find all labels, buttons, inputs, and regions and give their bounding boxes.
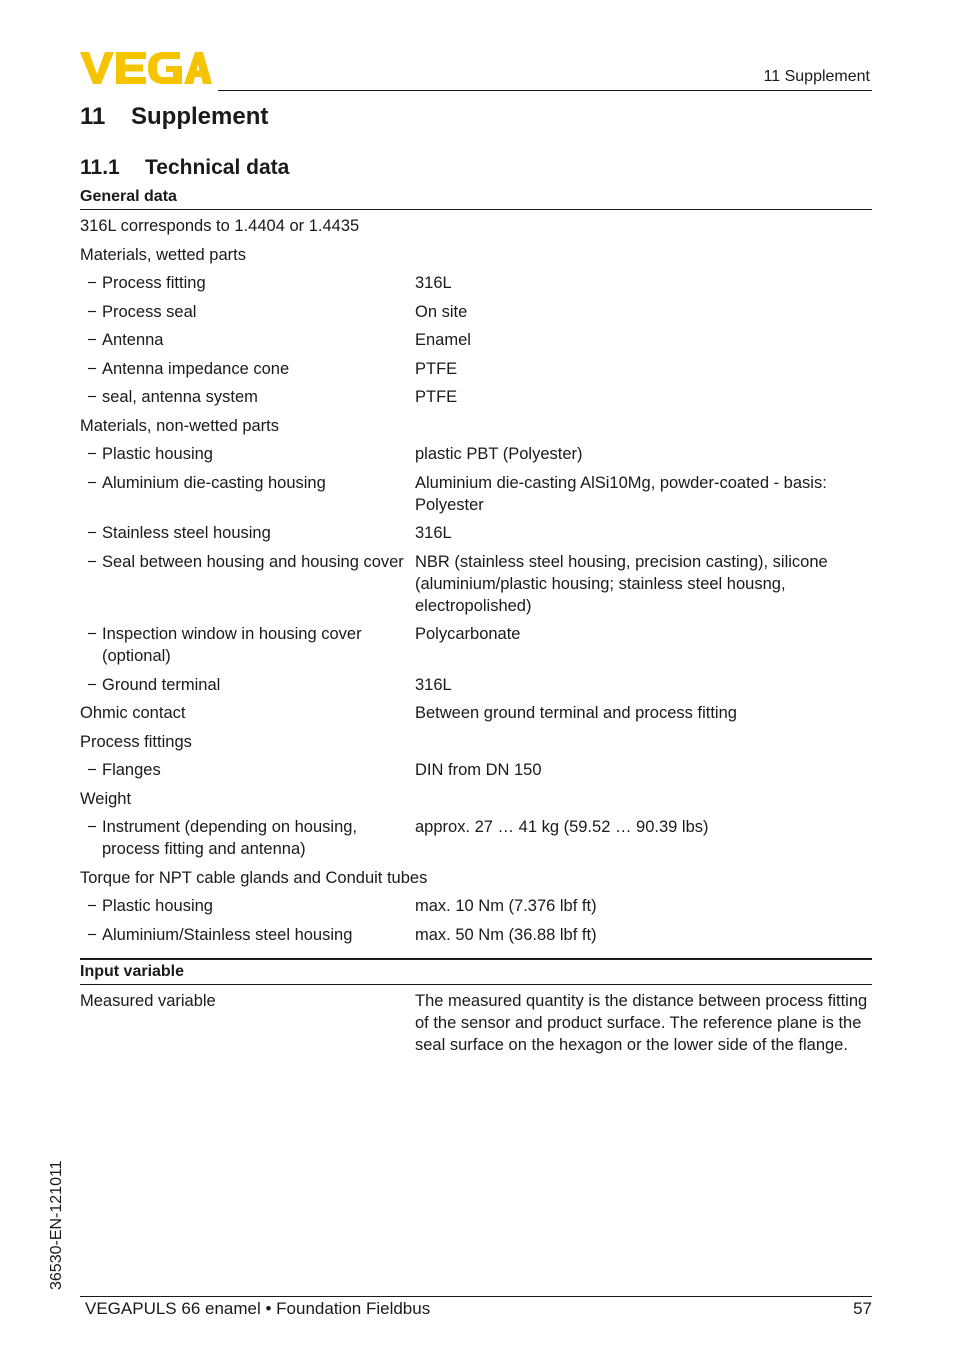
row-label — [80, 759, 415, 781]
table-row — [80, 924, 872, 946]
footer-rule — [80, 1296, 872, 1297]
row-value: On site — [415, 302, 468, 321]
list-dash: − — [87, 925, 97, 944]
row-label — [80, 895, 415, 917]
list-dash: − — [87, 818, 97, 836]
table-row — [80, 443, 872, 465]
row-label-text: Antenna — [102, 331, 164, 349]
list-dash: − — [87, 552, 97, 571]
section-number: 11.1 — [80, 156, 120, 179]
row-label: Weight — [80, 789, 132, 808]
row-label — [80, 674, 415, 696]
row-label-text: Stainless steel housing — [102, 524, 271, 542]
row-label: Torque for NPT cable glands and Conduit tubes — [80, 868, 428, 887]
row-value: plastic PBT (Polyester) — [415, 445, 583, 463]
row-label-text: Inspection window in housing cover (optional) — [102, 625, 362, 665]
row-label — [80, 924, 415, 946]
list-dash: − — [87, 675, 97, 694]
table-row — [80, 990, 872, 1056]
row-label-text: Instrument (depending on housing, process fitting and antenna) — [102, 818, 358, 858]
row-label — [80, 522, 415, 544]
row-label — [80, 623, 415, 667]
row-label: Materials, non-wetted parts — [80, 416, 280, 435]
row-label-text: Process seal — [102, 302, 197, 321]
list-dash: − — [87, 761, 97, 779]
row-label — [80, 386, 415, 408]
table-row — [80, 244, 872, 266]
table-row — [80, 358, 872, 380]
row-value: NBR (stainless steel housing, precision casting), silicone (aluminium/plastic housing; stainless steel housng, electropolished) — [415, 552, 828, 615]
list-dash: − — [87, 274, 97, 292]
table-row — [80, 731, 872, 753]
row-value: max. 10 Nm (7.376 lbf ft) — [415, 897, 597, 915]
row-value: 316L — [415, 274, 452, 292]
input-variable-heading: Input variable — [80, 963, 872, 985]
row-value: Aluminium die-casting AlSi10Mg, powder-coated - basis: Polyester — [415, 473, 827, 514]
list-dash: − — [87, 897, 97, 915]
row-value — [415, 244, 872, 266]
row-label — [80, 329, 415, 351]
row-label: Measured variable — [80, 992, 216, 1010]
row-value: 316L — [415, 524, 452, 542]
row-value: approx. 27 … 41 kg (59.52 … 90.39 lbs) — [415, 818, 709, 836]
list-dash: − — [87, 524, 97, 542]
row-label — [80, 358, 415, 380]
vega-logo — [80, 52, 212, 84]
row-value: Between ground terminal and process fitting — [415, 704, 737, 722]
table-row — [80, 867, 872, 889]
table-row — [80, 702, 872, 724]
table-row — [80, 788, 872, 810]
list-dash: − — [87, 473, 97, 492]
row-value — [415, 731, 872, 753]
row-label-text: seal, antenna system — [102, 388, 258, 406]
document-code: 36530-EN-121011 — [48, 1160, 65, 1290]
row-value: Polycarbonate — [415, 625, 521, 643]
row-label — [80, 816, 415, 860]
row-value: PTFE — [415, 388, 458, 406]
running-head: 11 Supplement — [763, 68, 870, 85]
row-value: Enamel — [415, 331, 471, 349]
table-row — [80, 623, 872, 667]
row-label: 316L corresponds to 1.4404 or 1.4435 — [80, 217, 360, 235]
row-value — [415, 215, 872, 237]
section-divider — [80, 958, 872, 960]
table-row — [80, 472, 872, 516]
row-label — [80, 301, 415, 323]
row-label-text: Seal between housing and housing cover — [102, 552, 404, 571]
list-dash: − — [87, 331, 97, 349]
list-dash: − — [87, 302, 97, 321]
row-label-text: Aluminium/Stainless steel housing — [102, 925, 353, 944]
table-row — [80, 415, 872, 437]
table-row — [80, 301, 872, 323]
table-row — [80, 272, 872, 294]
row-label-text: Plastic housing — [102, 445, 213, 463]
table-row — [80, 522, 872, 544]
general-data-table — [80, 215, 872, 952]
list-dash: − — [87, 445, 97, 463]
page-number: 57 — [853, 1299, 872, 1318]
row-label — [80, 472, 415, 516]
footer-title: VEGAPULS 66 enamel • Foundation Fieldbus — [85, 1299, 431, 1318]
header-rule — [218, 90, 872, 91]
row-label-text: Aluminium die-casting housing — [102, 473, 326, 492]
table-row — [80, 674, 872, 696]
list-dash: − — [87, 359, 97, 378]
row-label: Process fittings — [80, 732, 192, 751]
table-row — [80, 759, 872, 781]
table-row — [80, 816, 872, 860]
table-row — [80, 551, 872, 617]
row-label — [80, 272, 415, 294]
row-value: max. 50 Nm (36.88 lbf ft) — [415, 925, 597, 944]
table-row — [80, 215, 872, 237]
row-label-text: Process fitting — [102, 274, 206, 292]
table-row — [80, 895, 872, 917]
list-dash: − — [87, 625, 97, 643]
section-title — [80, 156, 289, 180]
row-value: The measured quantity is the distance between process fitting of the sensor and product surface. The reference plane is the seal surface on the hexagon or the lower side of the flange. — [415, 992, 868, 1054]
row-value — [415, 788, 872, 810]
list-dash: − — [87, 388, 97, 406]
row-value: 316L — [415, 675, 452, 694]
row-label: Materials, wetted parts — [80, 245, 246, 264]
chapter-title-text: Supplement — [131, 103, 269, 130]
row-value: DIN from DN 150 — [415, 761, 542, 779]
table-row — [80, 329, 872, 351]
row-label-text: Plastic housing — [102, 897, 213, 915]
row-label-text: Ground terminal — [102, 675, 221, 694]
row-label-text: Flanges — [102, 761, 161, 779]
chapter-title — [80, 103, 268, 131]
row-label: Ohmic contact — [80, 704, 186, 722]
section-title-text: Technical data — [145, 156, 290, 179]
chapter-number: 11 — [80, 103, 106, 130]
table-row — [80, 386, 872, 408]
row-value — [415, 415, 872, 437]
general-data-heading: General data — [80, 188, 872, 210]
row-label — [80, 443, 415, 465]
row-value: PTFE — [415, 359, 458, 378]
row-label — [80, 551, 415, 617]
input-variable-table — [80, 990, 872, 1063]
row-label-text: Antenna impedance cone — [102, 359, 290, 378]
